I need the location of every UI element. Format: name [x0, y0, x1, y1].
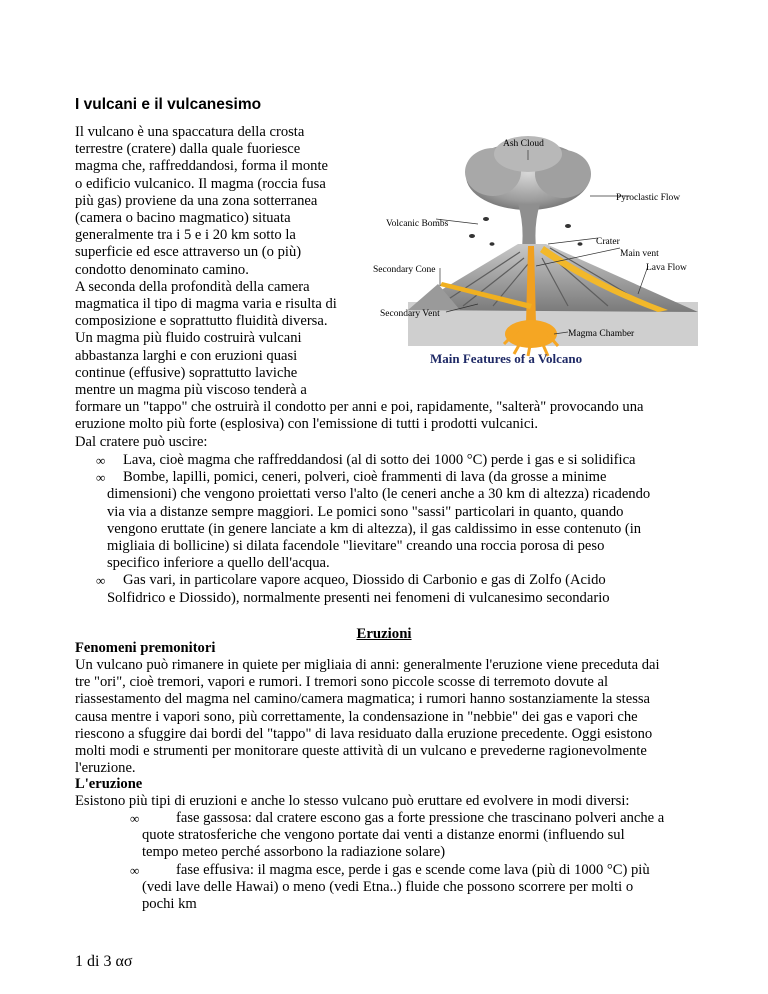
premonitori-line: riescono a sfuggire dai bordi del "tappo" di lava residuato dalla eruzione precedente. Oggi esistono — [75, 725, 653, 742]
intro-line: terrestre (cratere) dalla quale fuoriesce — [75, 141, 301, 158]
label-main-vent: Main vent — [620, 249, 659, 259]
intro-line: condotto denominato camino. — [75, 261, 249, 278]
eruzione-bullet-line: (vedi lave delle Hawai) o meno (vedi Etna..) fluide che possono scorrere per molti o — [142, 878, 634, 895]
intro-line: Dal cratere può uscire: — [75, 433, 208, 450]
intro-line: più gas) proviene da una zona sotterranea — [75, 192, 318, 209]
label-pyroclastic-flow: Pyroclastic Flow — [616, 193, 681, 203]
premonitori-heading: Fenomeni premonitori — [75, 640, 216, 656]
premonitori-line: Un vulcano può rimanere in quiete per migliaia di anni: generalmente l'eruzione viene preceduta dai — [75, 657, 660, 673]
crater-bullet-line: vengono eruttate (in genere lanciate a km di altezza), il gas caldissimo in esse contenuto (in — [107, 520, 642, 537]
premonitori-line: tre "ori", cioè tremori, vapori e rumori. I tremori sono piccole scosse di terremoto dovute al — [75, 674, 609, 691]
intro-line: continue (effusive) soprattutto laviche — [75, 364, 298, 381]
eruzione-intro: Esistono più tipi di eruzioni e anche lo stesso vulcano può eruttare ed evolvere in modi diversi: — [75, 793, 630, 809]
label-crater: Crater — [596, 237, 620, 247]
premonitori-line: riassestamento del magma nel camino/camera magmatica; i rumori hanno sostanziamente la stessa — [75, 691, 651, 708]
intro-line: magmatica il tipo di magma varia e risulta di — [75, 296, 337, 312]
intro-line: magma che, raffreddandosi, forma il monte — [75, 158, 329, 175]
intro-line: generalmente tra i 5 e i 20 km sotto la — [75, 227, 296, 244]
eruzione-bullet-line: tempo meteo perché assorbono la radiazione solare) — [142, 844, 446, 861]
crater-bullet-line: dimensioni) che vengono proiettati verso l'alto (le ceneri anche a 30 km di altezza) ricadendo — [107, 486, 651, 503]
volcano-diagram — [368, 134, 706, 366]
premonitori-line: l'eruzione. — [75, 760, 136, 777]
premonitori-line: molti modi e strumenti per monitorare queste attività di un vulcano e prevederne ragionevolmente — [75, 743, 647, 759]
crater-bullet-line: Bombe, lapilli, pomici, ceneri, polveri, cioè frammenti di lava (da grosse a minime — [123, 469, 607, 486]
label-lava-flow: Lava Flow — [646, 263, 687, 273]
bullet-symbol: ∞ — [96, 470, 106, 486]
bullet-symbol: ∞ — [130, 811, 140, 826]
bullet-symbol: ∞ — [130, 862, 140, 878]
eruzione-bullet-line: fase effusiva: il magma esce, perde i gas e scende come lava (più di 1000 °C) più — [176, 861, 650, 878]
crater-bullet-line: Lava, cioè magma che raffreddandosi (al di sotto dei 1000 °C) perde i gas e si solidifica — [123, 452, 636, 468]
intro-line: A seconda della profondità della camera — [75, 278, 310, 295]
bullet-symbol: ∞ — [96, 573, 106, 589]
crater-bullet-line: Solfidrico e Diossido), normalmente presenti nei fenomeni di vulcanesimo secondario — [107, 589, 610, 606]
intro-line: o edificio vulcanico. Il magma (roccia fusa — [75, 175, 326, 192]
intro-line: mentre un magma più viscoso tenderà a — [75, 382, 307, 398]
page-footer: 1 di 3 ασ — [75, 953, 133, 970]
eruzione-heading: L'eruzione — [75, 776, 143, 792]
label-magma-chamber: Magma Chamber — [568, 329, 635, 339]
label-secondary-vent: Secondary Vent — [380, 309, 440, 319]
intro-line: superficie ed esce attraverso un (o più) — [75, 244, 302, 261]
premonitori-line: causa mentre i vapori sono, più correttamente, la condensazione in "nebbie" dei gas e vapori che — [75, 708, 638, 725]
intro-line: abbastanza larghi e con eruzioni quasi — [75, 347, 298, 364]
intro-line: (camera o bacino magmatico) situata — [75, 210, 291, 226]
intro-line: formare un "tappo" che ostruirà il condotto per anni e poi, rapidamente, "salterà" provocando una — [75, 399, 644, 416]
eruzione-bullet-line: quote stratosferiche che vengono portate dai venti a distanze enormi (influendo sul — [142, 827, 625, 844]
figure-caption: Main Features of a Volcano — [430, 351, 583, 366]
eruzione-bullet-line: fase gassosa: dal cratere escono gas a forte pressione che trascinano polveri anche a — [176, 810, 665, 826]
crater-bullet-line: migliaia di bollicine) si dilata facendole "lievitare" creando una roccia porosa di peso — [107, 538, 605, 554]
bullet-symbol: ∞ — [96, 453, 106, 468]
label-volcanic-bombs: Volcanic Bombs — [386, 219, 449, 229]
crater-bullet-line: specifico inferiore a quello dell'acqua. — [107, 555, 330, 572]
page-title: I vulcani e il vulcanesimo — [75, 96, 262, 113]
eruzione-bullet-line: pochi km — [142, 896, 197, 912]
crater-bullet-line: Gas vari, in particolare vapore acqueo, Diossido di Carbonio e gas di Zolfo (Acido — [123, 572, 606, 589]
intro-line: composizione e soprattutto fluidità diversa. — [75, 313, 328, 330]
intro-line: eruzione molto più forte (esplosiva) con l'emissione di tutti i prodotti vulcanici. — [75, 416, 539, 433]
intro-line: Un magma più fluido costruirà vulcani — [75, 330, 302, 347]
label-ash-cloud: Ash Cloud — [503, 139, 544, 149]
intro-line: Il vulcano è una spaccatura della crosta — [75, 124, 305, 140]
section-heading-eruzioni: Eruzioni — [356, 626, 412, 642]
crater-bullet-line: via via a distanze sempre maggiori. Le pomici sono "sassi" particolari in quanto, quando — [107, 503, 624, 520]
label-secondary-cone: Secondary Cone — [373, 265, 436, 275]
